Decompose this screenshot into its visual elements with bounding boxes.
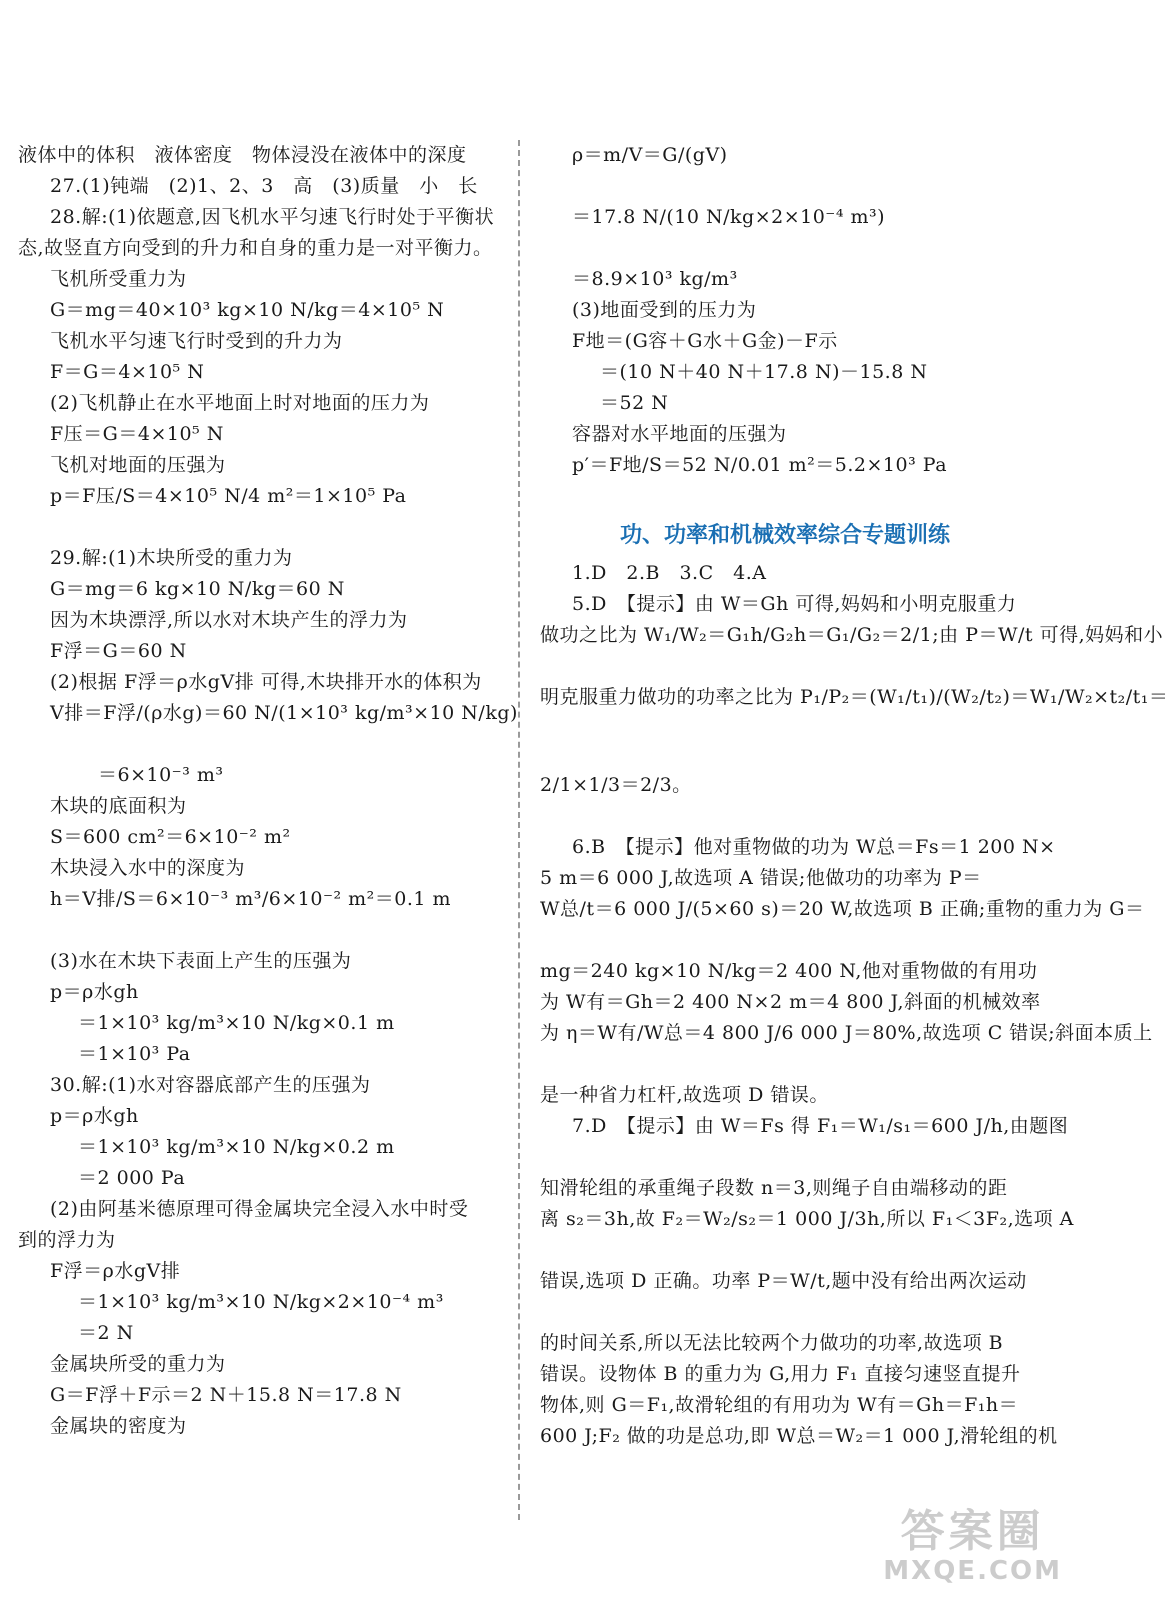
text-line: 飞机对地面的压强为	[50, 454, 226, 476]
text-line: ＝1×10³ kg/m³×10 N/kg×0.1 m	[78, 1012, 395, 1034]
watermark-bottom: MXQE.COM	[883, 1556, 1062, 1586]
text-line: 离 s₂＝3h,故 F₂＝W₂/s₂＝1 000 J/3h,所以 F₁＜3F₂,选项 A	[540, 1208, 1074, 1230]
text-line: 因为木块漂浮,所以水对木块产生的浮力为	[50, 609, 408, 631]
text-line: 木块浸入水中的深度为	[50, 857, 246, 879]
text-line: ＝8.9×10³ kg/m³	[572, 268, 738, 290]
text-line: (3)地面受到的压力为	[572, 299, 757, 321]
text-line: mg＝240 kg×10 N/kg＝2 400 N,他对重物做的有用功	[540, 960, 1038, 982]
text-line: 态,故竖直方向受到的升力和自身的重力是一对平衡力。	[18, 237, 493, 259]
text-line: W总/t＝6 000 J/(5×60 s)＝20 W,故选项 B 正确;重物的重力为 G＝	[540, 898, 1145, 920]
text-line: p＝ρ水gh	[50, 981, 139, 1003]
column-divider	[518, 140, 520, 1520]
text-line: 5 m＝6 000 J,故选项 A 错误;他做功的功率为 P＝	[540, 867, 982, 889]
text-line: ＝17.8 N/(10 N/kg×2×10⁻⁴ m³)	[572, 206, 886, 228]
text-line: F＝G＝4×10⁵ N	[50, 361, 205, 383]
text-line: (2)由阿基米德原理可得金属块完全浸入水中时受	[50, 1198, 469, 1220]
text-line: 液体中的体积 液体密度 物体浸没在液体中的深度	[18, 144, 467, 166]
right-column	[540, 140, 1168, 1452]
text-line: 5.D 【提示】由 W＝Gh 可得,妈妈和小明克服重力	[572, 593, 1017, 615]
text-line: ＝1×10³ Pa	[78, 1043, 191, 1065]
text-line: 的时间关系,所以无法比较两个力做功的功率,故选项 B	[540, 1332, 1004, 1354]
text-line: p＝ρ水gh	[50, 1105, 139, 1127]
text-line: 飞机所受重力为	[50, 268, 187, 290]
text-line: 金属块的密度为	[50, 1415, 187, 1437]
right-column-part-b	[540, 558, 1168, 1452]
text-line: S＝600 cm²＝6×10⁻² m²	[50, 826, 291, 848]
left-column	[18, 140, 518, 1442]
text-line: F浮＝ρ水gV排	[50, 1260, 181, 1282]
section-title: 功、功率和机械效率综合专题训练	[619, 522, 950, 548]
text-line: F地＝(G容＋G水＋G金)－F示	[572, 330, 838, 352]
text-line: F压＝G＝4×10⁵ N	[50, 423, 224, 445]
text-line: p′＝F地/S＝52 N/0.01 m²＝5.2×10³ Pa	[572, 454, 948, 476]
text-line: 1.D 2.B 3.C 4.A	[572, 562, 767, 584]
watermark-top: 答案圈	[900, 1506, 1045, 1557]
text-line: 27.(1)钝端 (2)1、2、3 高 (3)质量 小 长	[50, 175, 478, 197]
text-line: (2)根据 F浮＝ρ水gV排 可得,木块排开水的体积为	[50, 671, 482, 693]
watermark-logo	[883, 1508, 1062, 1586]
text-line: 到的浮力为	[18, 1229, 116, 1251]
text-line: 2/1×1/3＝2/3。	[540, 774, 692, 796]
text-line: ＝1×10³ kg/m³×10 N/kg×0.2 m	[78, 1136, 395, 1158]
text-line: 知滑轮组的承重绳子段数 n＝3,则绳子自由端移动的距	[540, 1177, 1008, 1199]
text-line: p＝F压/S＝4×10⁵ N/4 m²＝1×10⁵ Pa	[50, 485, 407, 507]
text-line: 28.解:(1)依题意,因飞机水平匀速飞行时处于平衡状	[50, 206, 495, 228]
text-line: G＝F浮＋F示＝2 N＋15.8 N＝17.8 N	[50, 1384, 402, 1406]
text-line: 错误,选项 D 正确。功率 P＝W/t,题中没有给出两次运动	[540, 1270, 1027, 1292]
text-line: F浮＝G＝60 N	[50, 640, 187, 662]
text-line: 为 η＝W有/W总＝4 800 J/6 000 J＝80%,故选项 C 错误;斜面本质上	[540, 1022, 1153, 1044]
text-line: V排＝F浮/(ρ水g)＝60 N/(1×10³ kg/m³×10 N/kg)	[50, 702, 518, 724]
text-line: h＝V排/S＝6×10⁻³ m³/6×10⁻² m²＝0.1 m	[50, 888, 452, 910]
text-line: 做功之比为 W₁/W₂＝G₁h/G₂h＝G₁/G₂＝2/1;由 P＝W/t 可得,妈妈和小	[540, 624, 1164, 646]
text-line: 29.解:(1)木块所受的重力为	[50, 547, 293, 569]
text-line: 木块的底面积为	[50, 795, 187, 817]
text-line: ＝2 000 Pa	[78, 1167, 186, 1189]
text-line: ＝52 N	[600, 392, 669, 414]
text-line: 6.B 【提示】他对重物做的功为 W总＝Fs＝1 200 N×	[572, 836, 1056, 858]
text-line: 错误。设物体 B 的重力为 G,用力 F₁ 直接匀速竖直提升	[540, 1363, 1021, 1385]
text-line: ＝2 N	[78, 1322, 134, 1344]
right-column-part-a	[540, 140, 1030, 512]
text-line: G＝mg＝6 kg×10 N/kg＝60 N	[50, 578, 345, 600]
text-line: 是一种省力杠杆,故选项 D 错误。	[540, 1084, 829, 1106]
text-line: 容器对水平地面的压强为	[572, 423, 787, 445]
text-line: 明克服重力做功的功率之比为 P₁/P₂＝(W₁/t₁)/(W₂/t₂)＝W₁/W₂×t₂/t₁＝	[540, 686, 1168, 708]
text-line: 7.D 【提示】由 W＝Fs 得 F₁＝W₁/s₁＝600 J/h,由题图	[572, 1115, 1069, 1137]
text-line: ＝1×10³ kg/m³×10 N/kg×2×10⁻⁴ m³	[78, 1291, 444, 1313]
text-line: 为 W有＝Gh＝2 400 N×2 m＝4 800 J,斜面的机械效率	[540, 991, 1041, 1013]
text-line: 600 J;F₂ 做的功是总功,即 W总＝W₂＝1 000 J,滑轮组的机	[540, 1425, 1058, 1447]
text-line: 金属块所受的重力为	[50, 1353, 226, 1375]
text-line: ＝6×10⁻³ m³	[98, 764, 224, 786]
text-line: 物体,则 G＝F₁,故滑轮组的有用功为 W有＝Gh＝F₁h＝	[540, 1394, 1019, 1416]
text-line: 30.解:(1)水对容器底部产生的压强为	[50, 1074, 371, 1096]
text-line: (2)飞机静止在水平地面上时对地面的压力为	[50, 392, 430, 414]
text-line: (3)水在木块下表面上产生的压强为	[50, 950, 352, 972]
text-line: ρ＝m/V＝G/(gV)	[572, 144, 728, 166]
text-line: 飞机水平匀速飞行时受到的升力为	[50, 330, 343, 352]
text-line: G＝mg＝40×10³ kg×10 N/kg＝4×10⁵ N	[50, 299, 445, 321]
text-line: ＝(10 N＋40 N＋17.8 N)－15.8 N	[600, 361, 928, 383]
